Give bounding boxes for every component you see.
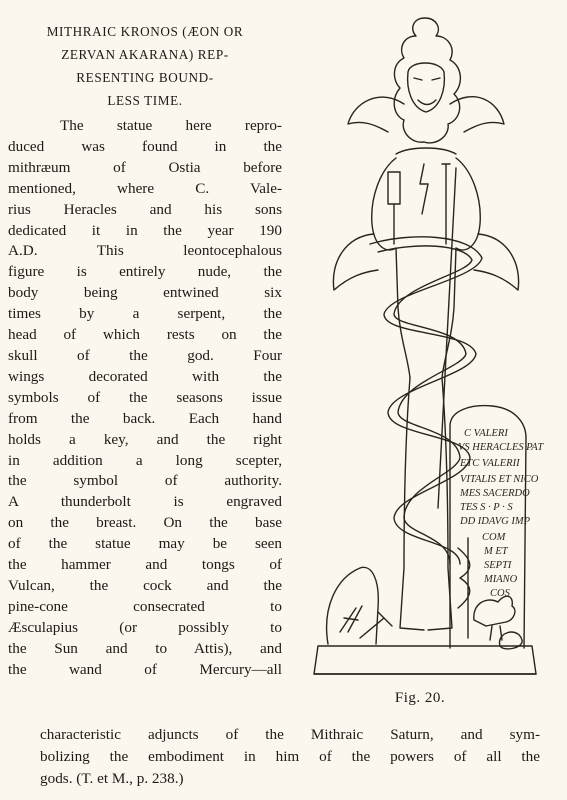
wing-lower-left xyxy=(333,234,378,290)
body-line: symbols of the seasons issue xyxy=(8,388,282,406)
body-line: pine-cone consecrated to xyxy=(8,597,282,615)
rock-left xyxy=(327,567,379,644)
body-line: of the statue may be seen xyxy=(8,535,282,553)
body-paragraph xyxy=(8,116,282,680)
body-line: on the breast. On the base xyxy=(8,514,282,532)
body-line: times by a serpent, the xyxy=(8,305,282,323)
body-line: mentioned, where C. Vale- xyxy=(8,179,282,197)
heading-line: RESENTING BOUND- xyxy=(76,70,214,85)
body-line: rius Heracles and his sons xyxy=(8,200,282,218)
pedestal-base xyxy=(314,646,536,674)
statue-illustration xyxy=(300,8,550,718)
heading-line: ZERVAN AKARANA) REP- xyxy=(61,47,229,62)
shoulders xyxy=(396,148,456,154)
body-line: body being entwined six xyxy=(8,284,282,302)
body-line: holds a key, and the right xyxy=(8,430,282,448)
body-line: in addition a long scepter, xyxy=(8,451,282,469)
cock xyxy=(474,596,515,640)
body-line: A.D. This leontocephalous xyxy=(8,242,282,260)
lion-mane xyxy=(394,18,460,143)
figure-heading xyxy=(8,20,282,112)
inscription-line: ETC VALERII xyxy=(460,458,520,469)
leg-right xyxy=(428,378,452,630)
body-line: figure is entirely nude, the xyxy=(8,263,282,281)
inscription-line: MIANO xyxy=(484,574,518,585)
heading-line: MITHRAIC KRONOS (ÆON OR xyxy=(46,24,244,39)
body-line: The statue here repro- xyxy=(60,117,282,134)
inscription-line: TES S · P · S xyxy=(460,502,513,513)
inscription-line: C VALERI xyxy=(464,428,508,439)
statue-drawing xyxy=(300,8,550,688)
body-line: from the back. Each hand xyxy=(8,409,282,427)
wing-upper-left xyxy=(348,97,404,132)
inscription-line: SEPTI xyxy=(484,560,512,571)
body-line: Æsculapius (or possibly to xyxy=(8,618,282,636)
inscription-line: VITALIS ET NICO xyxy=(460,474,539,485)
left-column xyxy=(8,20,282,680)
serpent-coils xyxy=(370,237,482,564)
caduceus xyxy=(458,538,470,638)
key-left xyxy=(388,172,400,244)
tongs xyxy=(340,606,362,632)
lion-mouth xyxy=(418,100,436,105)
key-right xyxy=(442,164,450,244)
figure-caption: Fig. 20. xyxy=(394,690,446,706)
body-line: the symbol of authority. xyxy=(8,472,282,490)
body-line: wings decorated with the xyxy=(8,367,282,385)
body-line: gods. (T. et M., p. 238.) xyxy=(40,770,184,787)
body-line: characteristic adjuncts of the Mithraic Saturn, and sym- xyxy=(40,726,540,743)
inscription-line: DD IDAVG IMP xyxy=(460,516,531,527)
body-line: the Sun and to Attis), and xyxy=(8,639,282,657)
heading-line: LESS TIME. xyxy=(107,93,183,108)
torso-left xyxy=(372,158,410,378)
body-line: the hammer and tongs of xyxy=(8,556,282,574)
body-line: duced was found in the xyxy=(8,137,282,155)
inscription-line: COM xyxy=(482,532,506,543)
body-line: A thunderbolt is engraved xyxy=(8,493,282,511)
body-line: bolizing the embodiment in him of the powers of all the xyxy=(40,748,540,765)
lion-eyes xyxy=(414,78,440,80)
inscription-line: COS xyxy=(490,588,510,599)
body-line: mithræum of Ostia before xyxy=(8,158,282,176)
body-line: Vulcan, the cock and the xyxy=(8,576,282,594)
body-line: head of which rests on the xyxy=(8,326,282,344)
thunderbolt xyxy=(420,164,428,214)
body-line: the wand of Mercury—all xyxy=(8,660,282,678)
inscription-line: VS HERACLES PAT xyxy=(458,442,544,453)
continuation-paragraph xyxy=(40,724,540,790)
body-line: skull of the god. Four xyxy=(8,346,282,364)
inscription-line: M ET xyxy=(484,546,508,557)
body-line: dedicated it in the year 190 xyxy=(8,221,282,239)
inscription-line: MES SACERDO xyxy=(460,488,530,499)
